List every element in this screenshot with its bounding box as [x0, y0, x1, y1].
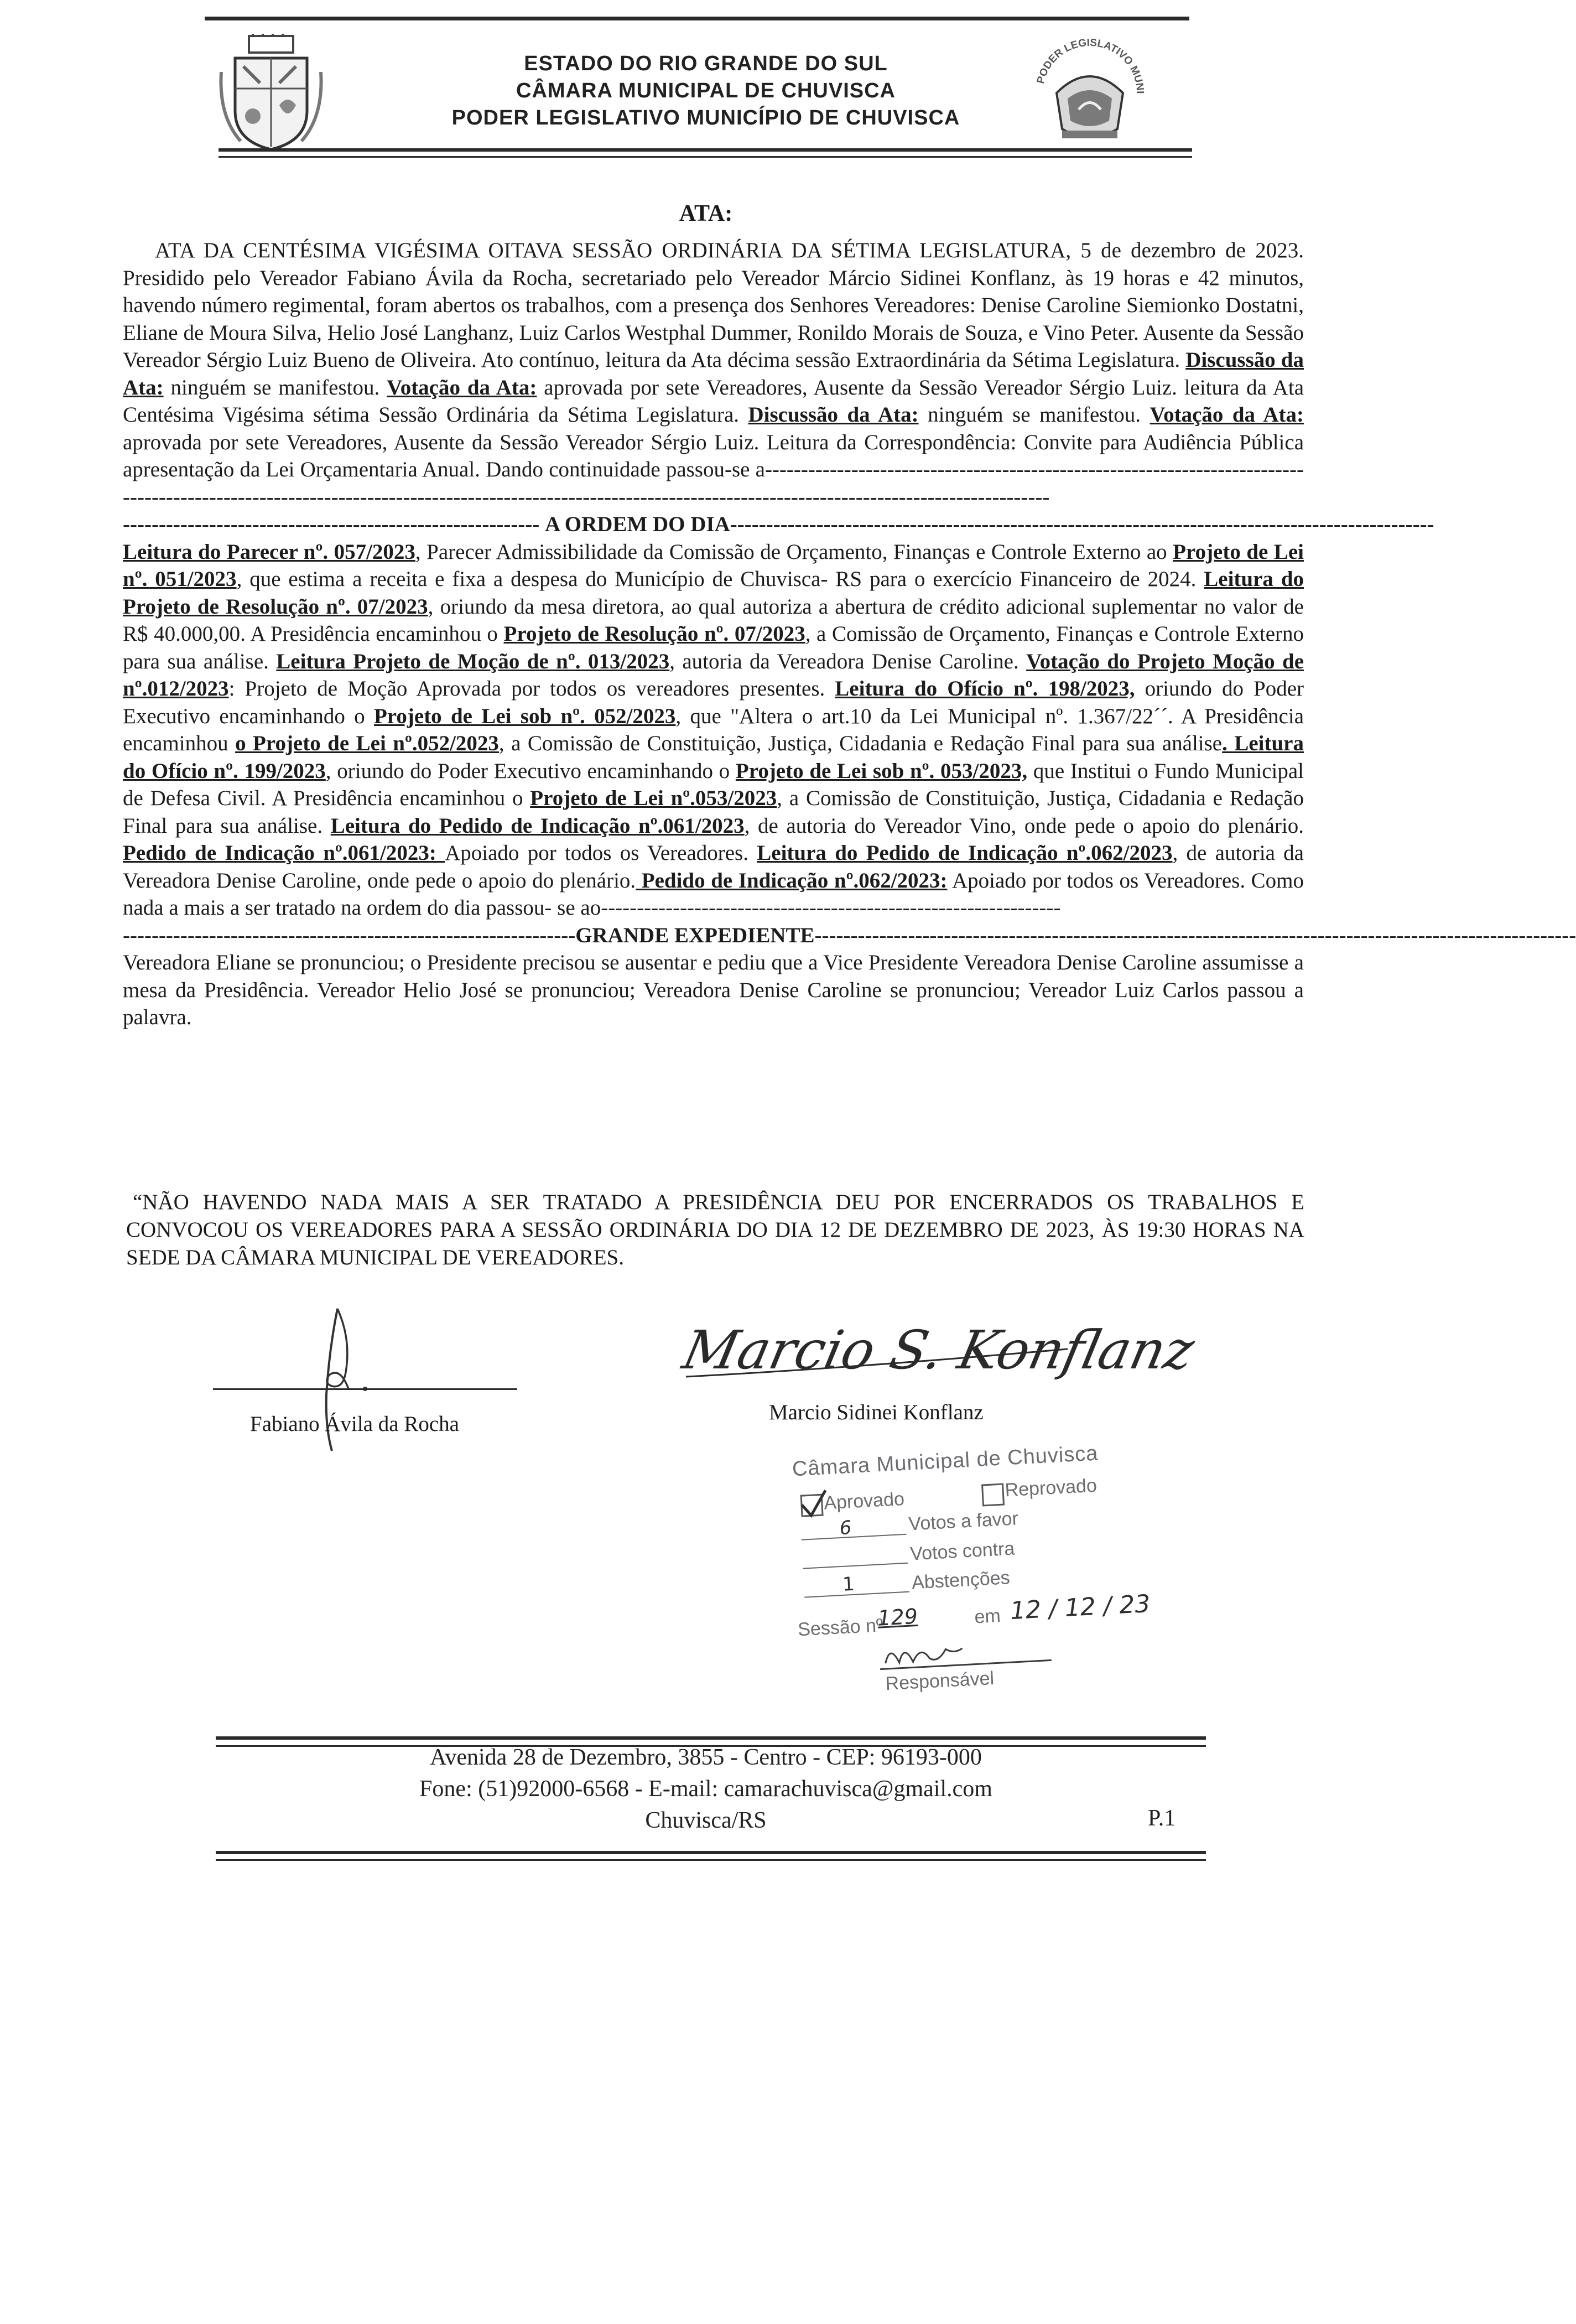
header-power: PODER LEGISLATIVO MUNICÍPIO DE CHUVISCA	[451, 106, 960, 129]
approved-label: Aprovado	[823, 1488, 905, 1514]
abstentions-line	[804, 1591, 909, 1598]
expediente-heading-line: ---------------------------------------------------------------GRANDE EXPEDIENTE----------------------------------------------------------------------------------------------------------	[123, 923, 1576, 947]
ordem-heading-line: ---------------------------------------------------------- A ORDEM DO DIA--------------------------------------------------------------------------------------------------	[123, 512, 1434, 536]
page-number: P.1	[1148, 1806, 1176, 1831]
closing-statement: “NÃO HAVENDO NADA MAIS A SER TRATADO A PRESIDÊNCIA DEU POR ENCERRADOS OS TRABALHOS E CONVOCOU OS VEREADORES PARA A SESSÃO ORDINÁRIA DO DIA 12 DE DEZEMBRO DE 2023, ÀS 19:30 HORAS NA SEDE DA CÂMARA MUNICIPAL DE VEREADORES.	[126, 1190, 1304, 1269]
ordem-heading: A ORDEM DO DIA	[545, 512, 730, 536]
votes-for-value: 6	[839, 1516, 852, 1540]
minutes-body	[123, 237, 1576, 1031]
opening-paragraph: ATA DA CENTÉSIMA VIGÉSIMA OITAVA SESSÃO ORDINÁRIA DA SÉTIMA LEGISLATURA, 5 de dezembro de 2023. Presidido pelo Vereador Fabiano Ávila da Rocha, secretariado pelo Vereador Márcio Sidinei Konflanz, às 19 horas e 42 minutos, havendo número regimental, foram abertos os trabalhos, com a presença dos Senhores Vereadores: Denise Caroline Siemionko Dostatni, Eliane de Moura Silva, Helio José Langhanz, Luiz Carlos Westphal Dummer, Ronildo Morais de Souza, e Vino Peter. Ausente da Sessão Vereador Sérgio Luiz Bueno de Oliveira. Ato contínuo, leitura da Ata décima sessão Extraordinária da Sétima Legislatura. Discussão da Ata: ninguém se manifestou. Votação da Ata: aprovada por sete Vereadores, Ausente da Sessão Vereador Sérgio Luiz. leitura da Ata Centésima Vigésima sétima Sessão Ordinária da Sétima Legislatura. Discussão da Ata: ninguém se manifestou. Votação da Ata: aprovada por sete Vereadores, Ausente da Sessão Vereador Sérgio Luiz. Leitura da Correspondência: Convite para Audiência Pública apresentação da Lei Orçamentaria Anual. Dando continuidade passou-se a------------------------------------------------------------------------------------------------------------------------------------------------------------------------------------------------------------	[123, 238, 1304, 509]
dash-fill: ------------------------------------------------------------------------------------------------------------------------------------------------------------------------------------------------------------	[123, 458, 1304, 509]
header-state: ESTADO DO RIO GRANDE DO SUL	[524, 52, 888, 75]
dash-fill: ----------------------------------------------------------------	[601, 896, 1061, 920]
stamp-title: Câmara Municipal de Chuvisca	[792, 1441, 1099, 1481]
right-signature-handwriting	[677, 1316, 1200, 1388]
discussion-label: Discussão da Ata:	[748, 403, 919, 427]
votes-against-label: Votos contra	[909, 1538, 1016, 1565]
rejected-checkbox	[981, 1483, 1005, 1506]
votes-for-label: Votos a favor	[908, 1508, 1019, 1535]
header-bottom-rule-1	[219, 148, 1192, 152]
responsible-signature	[879, 1632, 1058, 1675]
expediente-paragraph: Vereadora Eliane se pronunciou; o Presidente precisou se ausentar e pediu que a Vice Presidente Vereadora Denise Caroline assumisse a mesa da Presidência. Vereador Helio José se pronunciou; Vereadora Denise Caroline se pronunciou; Vereador Luiz Carlos passou a palavra.	[123, 951, 1304, 1029]
ordem-paragraph: Leitura do Parecer nº. 057/2023, Parecer Admissibilidade da Comissão de Orçamento, Finanças e Controle Externo ao Projeto de Lei nº. 051/2023, que estima a receita e fixa a despesa do Município de Chuvisca- RS para o exercício Financeiro de 2024. Leitura do Projeto de Resolução nº. 07/2023, oriundo da mesa diretora, ao qual autoriza a abertura de crédito adicional suplementar no valor de R$ 40.000,00. A Presidência encaminhou o Projeto de Resolução nº. 07/2023, a Comissão de Orçamento, Finanças e Controle Externo para sua análise. Leitura Projeto de Moção de nº. 013/2023, autoria da Vereadora Denise Caroline. Votação do Projeto Moção de nº.012/2023: Projeto de Moção Aprovada por todos os vereadores presentes. Leitura do Ofício nº. 198/2023, oriundo do Poder Executivo encaminhando o Projeto de Lei sob nº. 052/2023, que "Altera o art.10 da Lei Municipal nº. 1.367/22´´. A Presidência encaminhou o Projeto de Lei nº.052/2023, a Comissão de Constituição, Justiça, Cidadania e Redação Final para sua análise. Leitura do Ofício nº. 199/2023, oriundo do Poder Executivo encaminhando o Projeto de Lei sob nº. 053/2023, que Institui o Fundo Municipal de Defesa Civil. A Presidência encaminhou o Projeto de Lei nº.053/2023, a Comissão de Constituição, Justiça, Cidadania e Redação Final para sua análise. Leitura do Pedido de Indicação nº.061/2023, de autoria do Vereador Vino, onde pede o apoio do plenário. Pedido de Indicação nº.061/2023: Apoiado por todos os Vereadores. Leitura do Pedido de Indicação nº.062/2023, de autoria da Vereadora Denise Caroline, onde pede o apoio do plenário. Pedido de Indicação nº.062/2023: Apoiado por todos os Vereadores. Como nada a mais a ser tratado na ordem do dia passou- se ao----------------------------------------------------------------	[123, 540, 1304, 920]
footer-bottom-rule-1	[216, 1851, 1206, 1854]
date-label: em	[974, 1605, 1001, 1628]
session-label: Sessão nº	[797, 1615, 884, 1641]
abstentions-label: Abstenções	[911, 1567, 1011, 1594]
svg-text:PODER LEGISLATIVO MUNICIPAL: PODER LEGISLATIVO MUNI	[1034, 37, 1146, 94]
footer-top-rule-1	[216, 1736, 1206, 1740]
document-title: ATA:	[679, 201, 733, 226]
approval-stamp	[786, 1426, 1186, 1712]
header-bottom-rule-2	[219, 156, 1192, 158]
votes-against-line	[803, 1563, 908, 1569]
responsible-label: Responsável	[885, 1667, 995, 1695]
header-top-rule	[205, 17, 1189, 20]
expediente-heading: GRANDE EXPEDIENTE	[575, 923, 815, 947]
secretary-name: Marcio Sidinei Konflanz	[769, 1400, 984, 1424]
discussion-label: Discussão da Ata:	[123, 348, 1304, 400]
president-name: Fabiano Ávila da Rocha	[250, 1412, 459, 1436]
legislative-seal-logo	[1026, 27, 1153, 154]
vote-label: Votação da Ata:	[1150, 403, 1304, 427]
session-value: 129	[877, 1604, 919, 1631]
left-signature-line	[213, 1388, 517, 1390]
header-chamber: CÂMARA MUNICIPAL DE CHUVISCA	[516, 79, 896, 102]
svg-text:Marcio S. Konflanz: Marcio S. Konflanz	[677, 1319, 1200, 1381]
rejected-label: Reprovado	[1004, 1475, 1098, 1501]
vote-label: Votação da Ata:	[387, 375, 537, 400]
footer-city: Chuvisca/RS	[645, 1808, 767, 1833]
abstentions-value: 1	[842, 1573, 855, 1596]
date-value: 12 / 12 / 23	[1009, 1589, 1151, 1626]
votes-for-line	[802, 1534, 907, 1540]
footer-contact: Fone: (51)92000-6568 - E-mail: camarachuvisca@gmail.com	[419, 1776, 992, 1802]
footer-bottom-rule-2	[216, 1859, 1206, 1861]
footer-address: Avenida 28 de Dezembro, 3855 - Centro - CEP: 96193-000	[430, 1745, 982, 1770]
